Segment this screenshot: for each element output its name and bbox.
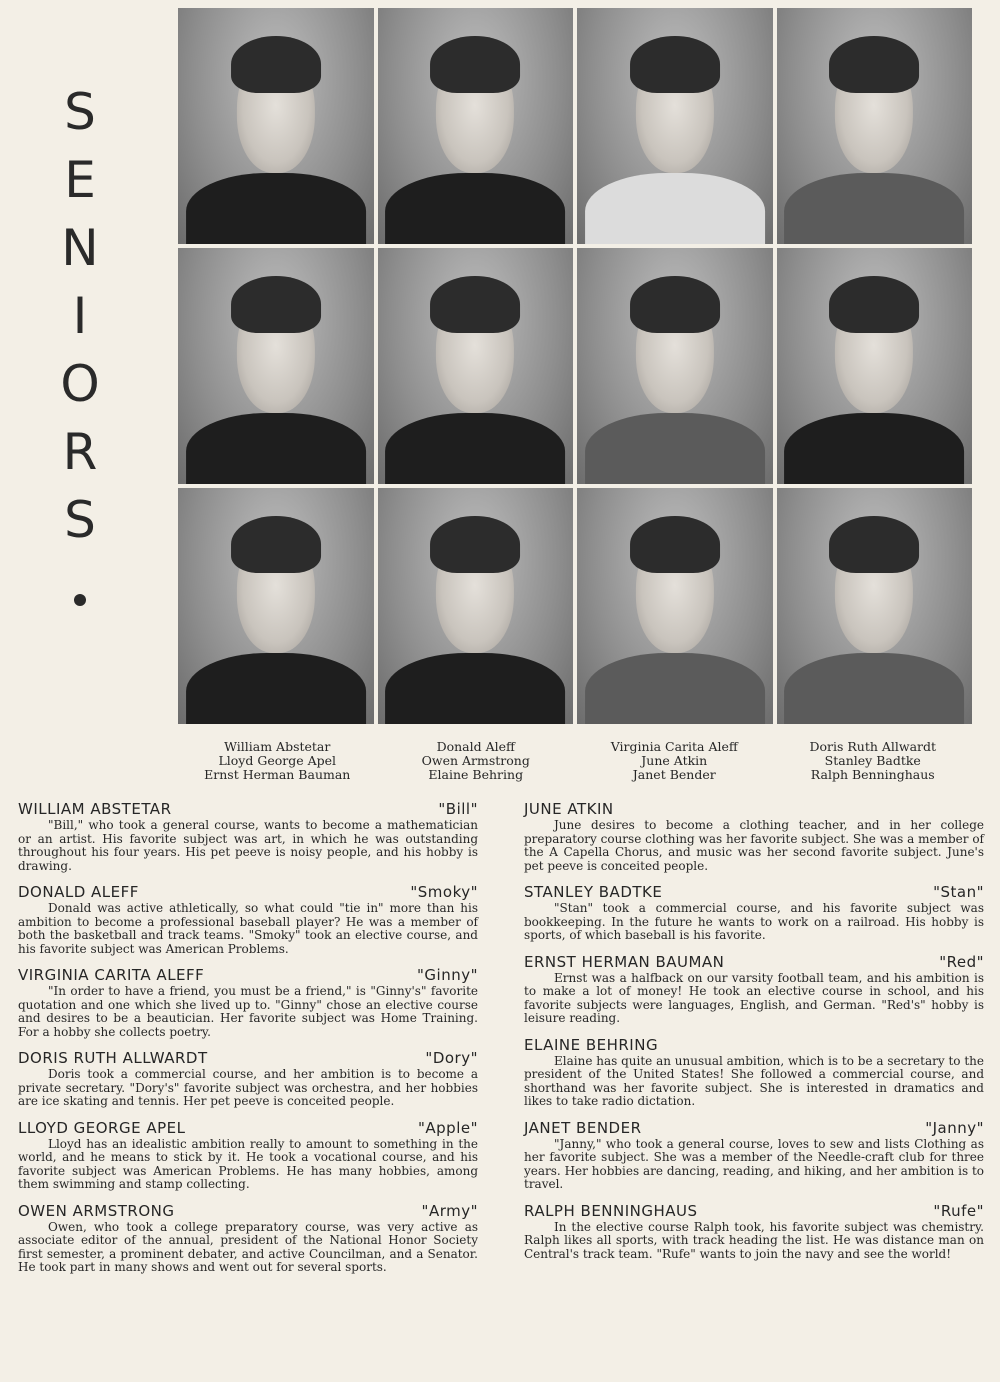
bio-nickname: "Dory" (425, 1049, 478, 1067)
bio-text: "In order to have a friend, you must be a friend," is "Ginny's" favorite quotation and one which she lived up to. "Ginny" chose an elective course and desires to be a beautician. Her favorite subject was Home Training. For a hobby she collects poetry. (18, 984, 478, 1039)
bio-name: RALPH BENNINGHAUS (524, 1201, 698, 1220)
bio-entry (524, 1119, 984, 1192)
bio-name: JANET BENDER (524, 1118, 642, 1137)
portrait-captions (178, 740, 972, 782)
caption-name: Janet Bender (632, 767, 716, 782)
title-letter: E (64, 151, 96, 209)
bio-nickname: "Army" (421, 1201, 478, 1220)
caption-column (774, 740, 973, 782)
bio-text: "Janny," who took a general course, loves to sew and lists Clothing as her favorite subject. She was a member of the Needle-craft club for three years. Her hobbies are dancing, reading, and hiking, and her ambition is to travel. (524, 1136, 984, 1191)
caption-name: Elaine Behring (428, 767, 524, 782)
bio-text: "Bill," who took a general course, wants to become a mathematician or an artist. His favorite subject was art, in which he was outstanding throughout his four years. His pet peeve is noisy people, and his hobby is drawing. (18, 818, 478, 873)
caption-column (377, 740, 576, 782)
bio-nickname: "Janny" (925, 1118, 984, 1137)
bio-entry (18, 1119, 478, 1192)
bio-entry (18, 800, 478, 873)
portrait-photo (777, 488, 973, 724)
bio-nickname: "Ginny" (417, 966, 478, 984)
bio-entry (18, 883, 478, 956)
portrait-photo (777, 8, 973, 244)
portrait-photo (378, 248, 574, 484)
caption-name: William Abstetar (224, 739, 331, 754)
bio-nickname: "Rufe" (933, 1201, 984, 1220)
caption-name: Doris Ruth Allwardt (809, 739, 937, 754)
title-letter: O (60, 355, 100, 413)
bio-entry (524, 800, 984, 873)
bio-text: Owen, who took a college preparatory course, was very active as associate editor of the annual, president of the National Honor Society first semester, a prominent debater, and active Councilman, and a Senator. He took part in many shows and went out for several sports. (18, 1219, 478, 1274)
bio-name: LLOYD GEORGE APEL (18, 1118, 186, 1137)
seniors-vertical-title (52, 78, 108, 606)
bio-name: DORIS RUTH ALLWARDT (18, 1049, 208, 1067)
caption-name: Donald Aleff (436, 739, 515, 754)
portrait-photo (577, 248, 773, 484)
bio-text: Lloyd has an idealistic ambition really to amount to something in the world, and he means to stick by it. He took a vocational course, and his favorite subject was American Problems. He has many hobbies, among them swimming and stamp collecting. (18, 1136, 478, 1191)
title-letter: S (64, 83, 96, 141)
bio-nickname: "Stan" (933, 883, 984, 901)
portrait-photo (577, 488, 773, 724)
bio-text: Doris took a commercial course, and her ambition is to become a private secretary. "Dory's" favorite subject was orchestra, and her hobbies are ice skating and tennis. Her pet peeve is conceited people. (18, 1067, 478, 1108)
bio-text: Donald was active athletically, so what could "tie in" more than his ambition to become a professional baseball player? He was a member of both the basketball and track teams. "Smoky" took an elective course, and his favorite subject was American Problems. (18, 901, 478, 956)
bio-text: June desires to become a clothing teacher, and in her college preparatory course clothing was her favorite subject. She was a member of the A Capella Chorus, and music was her second favorite subject. June's pet peeve is conceited people. (524, 818, 984, 873)
portrait-photo (178, 248, 374, 484)
title-letter: R (62, 423, 98, 481)
bio-nickname: "Apple" (418, 1118, 478, 1137)
portrait-photo (577, 8, 773, 244)
title-letter: S (64, 491, 96, 549)
bio-name: VIRGINIA CARITA ALEFF (18, 966, 205, 984)
bio-text: "Stan" took a commercial course, and his favorite subject was bookkeeping. In the future he wants to work on a railroad. His hobby is sports, of which baseball is his favorite. (524, 901, 984, 942)
bio-nickname: "Red" (939, 952, 984, 971)
portrait-photo (178, 8, 374, 244)
bios-right-column (524, 800, 984, 1271)
bio-name: DONALD ALEFF (18, 883, 139, 901)
caption-name: Lloyd George Apel (218, 753, 337, 768)
bio-nickname: "Smoky" (410, 883, 478, 901)
bio-text: Ernst was a halfback on our varsity football team, and his ambition is to make a lot of money! He took an elective course in school, and his favorite subjects were languages, English, and German. "Red's" hobby is leisure reading. (524, 970, 984, 1025)
caption-column (178, 740, 377, 782)
title-letter: N (61, 219, 99, 277)
bullet-dot (74, 594, 86, 606)
portrait-grid (178, 8, 972, 724)
portrait-photo (777, 248, 973, 484)
bio-nickname: "Bill" (438, 800, 478, 818)
bio-name: WILLIAM ABSTETAR (18, 800, 172, 818)
portrait-photo (378, 8, 574, 244)
caption-name: Ralph Benninghaus (810, 767, 935, 782)
title-letter: I (72, 287, 88, 345)
bio-entry (524, 883, 984, 943)
bio-text: In the elective course Ralph took, his favorite subject was chemistry. Ralph likes all sports, with track heading the list. He was distance man on Central's track team. "Rufe" wants to join the navy and see the world! (524, 1219, 984, 1261)
bio-entry (524, 1202, 984, 1262)
bios-left-column (18, 800, 478, 1285)
bio-name: OWEN ARMSTRONG (18, 1201, 175, 1220)
bio-entry (18, 1049, 478, 1109)
bio-entry (524, 953, 984, 1026)
caption-column (575, 740, 774, 782)
bio-name: JUNE ATKIN (524, 800, 614, 818)
caption-name: June Atkin (641, 753, 708, 768)
caption-name: Ernst Herman Bauman (204, 767, 351, 782)
bio-name: STANLEY BADTKE (524, 883, 663, 901)
portrait-photo (378, 488, 574, 724)
bio-name: ELAINE BEHRING (524, 1035, 659, 1054)
caption-name: Stanley Badtke (824, 753, 921, 768)
caption-name: Virginia Carita Aleff (610, 739, 738, 754)
bio-text: Elaine has quite an unusual ambition, which is to be a secretary to the president of the United States! She followed a commercial course, and shorthand was her favorite subject. She is interested in dramatics and likes to take radio dictation. (524, 1053, 984, 1108)
bio-entry (18, 1202, 478, 1275)
caption-name: Owen Armstrong (421, 753, 530, 768)
bio-entry (524, 1036, 984, 1109)
bio-name: ERNST HERMAN BAUMAN (524, 952, 725, 971)
bio-entry (18, 966, 478, 1039)
portrait-photo (178, 488, 374, 724)
